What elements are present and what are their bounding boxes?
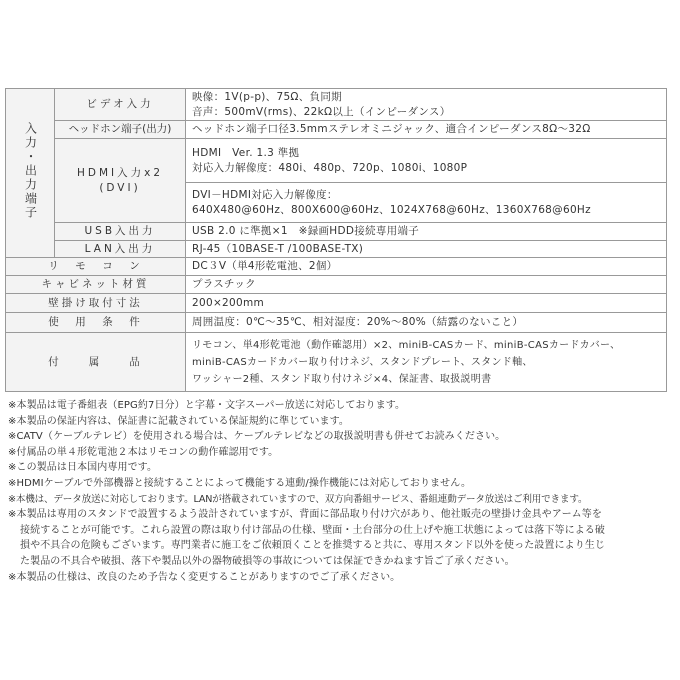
hdmi-line: HDMI Ver. 1.3 準拠 <box>192 146 300 159</box>
row-remote <box>6 258 667 276</box>
row-lan <box>6 241 667 258</box>
note: ※HDMIケーブルで外部機器と接続することによって機能する連動/操作機能には対応しておりません。 <box>8 477 472 489</box>
group-io-terminals <box>6 89 55 258</box>
value-cabinet: プラスチック <box>186 276 667 294</box>
row-wall <box>6 294 667 313</box>
value-remote: DC３V（単4形乾電池、2個） <box>186 258 667 276</box>
note: た製品の不具合や破損、落下や製品以外の器物破損等の事故については保証できかねます旨ご了承ください。 <box>20 555 515 567</box>
label-accessories: 付 属 品 <box>6 333 186 392</box>
hdmi-label-2: (DVI) <box>99 181 141 194</box>
row-headphone <box>6 121 667 139</box>
notes <box>8 398 673 585</box>
label-video: ビデオ入力 <box>55 89 186 121</box>
accessory-line: ワッシャー2種、スタンド取り付けネジ×4、保証書、取扱説明書 <box>192 373 492 385</box>
note: ※CATV（ケーブルテレビ）を使用される場合は、ケーブルテレビなどの取扱説明書も併せてお読みください。 <box>8 431 506 443</box>
value-headphone: ヘッドホン端子口径3.5mmステレオミニジャック、適合インピーダンス8Ω～32Ω <box>186 121 667 139</box>
label-usb: USB入出力 <box>55 223 186 241</box>
value-video <box>186 89 667 121</box>
note: ※この製品は日本国内専用です。 <box>8 462 158 474</box>
accessory-line: リモコン、単4形乾電池（動作確認用）×2、miniB-CASカード、miniB-CASカードカバー、 <box>192 339 621 351</box>
label-wall: 壁掛け取付寸法 <box>6 294 186 313</box>
dvi-line: DVI－HDMI対応入力解像度： <box>192 188 338 201</box>
note: ※本製品は専用のスタンドで設置するよう設計されていますが、背面に部品取り付け穴があり、他社販売の壁掛け金具やアーム等を <box>8 509 602 521</box>
row-video <box>6 89 667 121</box>
row-usb <box>6 223 667 241</box>
spec-table <box>5 88 667 392</box>
row-accessories <box>6 333 667 392</box>
value-conditions: 周囲温度：0℃～35℃、相対湿度：20%～80%（結露のないこと） <box>186 313 667 333</box>
row-cabinet <box>6 276 667 294</box>
value-dvi <box>186 183 667 223</box>
note: 接続することが可能です。これら設置の際は取り付け部品の仕様、壁面・土台部分の仕上げや施工状態によっては落下等による破 <box>20 524 605 536</box>
label-cabinet: キャビネット材質 <box>6 276 186 294</box>
video-line: 映像：1V(p-p)、75Ω、負同期 <box>192 90 342 103</box>
row-conditions <box>6 313 667 333</box>
note: ※本機は、データ放送に対応しております。LANが搭載されていますので、双方向番組サービス、番組連動データ放送はご利用できます。 <box>8 493 588 505</box>
note: ※付属品の単４形乾電池２本はリモコンの動作確認用です。 <box>8 446 279 458</box>
label-hdmi <box>55 139 186 223</box>
label-headphone: ヘッドホン端子(出力) <box>55 121 186 139</box>
label-remote: リ モ コ ン <box>6 258 186 276</box>
accessory-line: miniB-CASカードカバー取り付けネジ、スタンドプレート、スタンド軸、 <box>192 356 533 368</box>
value-lan: RJ-45（10BASE-T /100BASE-TX) <box>186 241 667 258</box>
hdmi-label-1: HDMI入力x2 <box>76 166 164 179</box>
note: ※本製品の保証内容は、保証書に記載されている保証規約に準じています。 <box>8 415 349 427</box>
note: ※本製品は電子番組表（EPG約7日分）と字幕・文字スーパー放送に対応しております。 <box>8 400 406 411</box>
dvi-line: 640X480@60Hz、800X600@60Hz、1024X768@60Hz、1360X768@60Hz <box>192 203 591 216</box>
hdmi-line: 対応入力解像度：480i、480p、720p、1080i、1080P <box>192 161 468 174</box>
group-label: 入力・出力端子 <box>23 121 38 220</box>
value-wall: 200×200mm <box>186 294 667 313</box>
audio-line: 音声：500mV(rms)、22kΩ以上（インピーダンス） <box>192 105 451 118</box>
row-hdmi-a <box>6 139 667 183</box>
value-hdmi <box>186 139 667 183</box>
value-accessories <box>186 333 667 392</box>
note: ※本製品の仕様は、改良のため予告なく変更することがありますのでご了承ください。 <box>8 571 401 583</box>
label-lan: LAN入出力 <box>55 241 186 258</box>
value-usb: USB 2.0 に準拠×1 ※録画HDD接続専用端子 <box>186 223 667 241</box>
note: 損や不具合の危険もございます。専門業者に施工をご依頼頂くことを推奨すると共に、専用スタンド以外を使った設置により生じ <box>20 540 605 552</box>
label-conditions: 使 用 条 件 <box>6 313 186 333</box>
